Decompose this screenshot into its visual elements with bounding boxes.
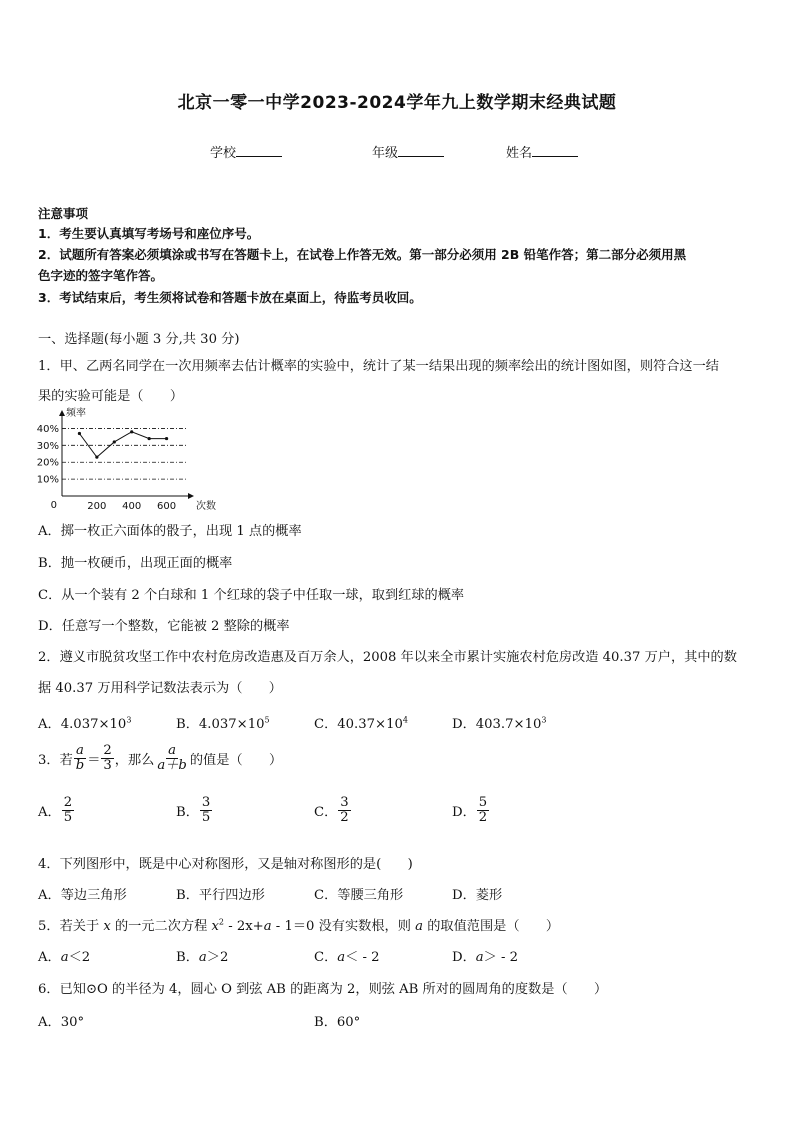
q6-option-a: A．30° bbox=[38, 1015, 85, 1030]
section-heading: 一、选择题(每小题 3 分,共 30 分) bbox=[38, 332, 240, 347]
q1-option-a: A．掷一枚正六面体的骰子，出现 1 点的概率 bbox=[38, 524, 302, 539]
q1-option-d: D．任意写一个整数，它能被 2 整除的概率 bbox=[38, 619, 290, 634]
y-tick-label: 40% bbox=[36, 423, 59, 435]
q6-option-b: B．60° bbox=[314, 1015, 361, 1030]
grade-blank bbox=[398, 144, 444, 157]
frequency-point bbox=[113, 440, 116, 443]
x-tick-label: 200 bbox=[87, 501, 107, 512]
q4-option-b: B．平行四边形 bbox=[176, 888, 265, 903]
x-axis-arrow bbox=[188, 493, 194, 499]
school-label: 学校 bbox=[210, 146, 237, 161]
q1-option-c: C．从一个装有 2 个白球和 1 个红球的袋子中任取一球，取到红球的概率 bbox=[38, 588, 465, 603]
q5-stem: 5．若关于 x 的一元二次方程 $x^2 - 2x+a - 1=0$ 没有实数根，则 a 的取值范围是（ ） bbox=[38, 917, 560, 934]
notice-item-1: 1．考生要认真填写考场号和座位序号。 bbox=[38, 226, 260, 241]
notice-heading: 注意事项 bbox=[38, 206, 89, 221]
notice-item-2: 2．试题所有答案必须填涂或书写在答题卡上，在试卷上作答无效。第一部分必须用 2B 铅笔作答；第二部分必须用黑 bbox=[38, 247, 687, 262]
q2-option-a: A．$4.037\times 10^3$ bbox=[38, 715, 132, 732]
name-label: 姓名 bbox=[506, 146, 533, 161]
name-blank bbox=[532, 144, 578, 157]
q5-option-c: C．a＜ - 2 bbox=[314, 950, 380, 965]
q5-option-a: A．a＜2 bbox=[38, 950, 91, 965]
q4-option-a: A．等边三角形 bbox=[38, 888, 127, 903]
page-title: 北京一零一中学2023-2024学年九上数学期末经典试题 bbox=[177, 93, 617, 113]
frequency-point bbox=[148, 437, 151, 440]
x-tick-label: 400 bbox=[122, 501, 142, 512]
school-field bbox=[210, 142, 282, 161]
notice-item-3: 3．考试结束后，考生须将试卷和答题卡放在桌面上，待监考员收回。 bbox=[38, 290, 422, 305]
frequency-point bbox=[78, 432, 81, 435]
notice-item-2-cont: 色字迹的签字笔作答。 bbox=[38, 268, 164, 283]
q3-option-a: A． $\frac{2}{5}$ bbox=[38, 795, 73, 825]
frequency-series-line bbox=[79, 432, 166, 457]
y-axis-label: 频率 bbox=[66, 408, 86, 419]
q3-stem: 3．若 $\frac{a}{b}$ ＝ $\frac{2}{3}$ ，那么 $\frac{a}{a+b}$ 的值是（ ） bbox=[38, 743, 283, 773]
y-tick-label: 10% bbox=[36, 474, 59, 486]
q1-stem-line2: 果的实验可能是（ ） bbox=[38, 389, 184, 404]
school-blank bbox=[236, 144, 282, 157]
y-axis-arrow bbox=[59, 410, 65, 416]
y-tick-label: 30% bbox=[36, 440, 59, 452]
x-axis-label: 次数 bbox=[196, 501, 216, 512]
q4-option-c: C．等腰三角形 bbox=[314, 888, 404, 903]
q2-option-d: D．$403.7\times 10^3$ bbox=[452, 715, 547, 732]
grade-field bbox=[372, 142, 444, 161]
origin-label: 0 bbox=[50, 500, 57, 511]
q3-option-c: C． $\frac{3}{2}$ bbox=[314, 795, 349, 825]
q3-option-b: B． $\frac{3}{5}$ bbox=[176, 795, 211, 825]
q4-option-d: D．菱形 bbox=[452, 888, 503, 903]
x-tick-label: 600 bbox=[157, 501, 177, 512]
q2-option-c: C．$40.37\times 10^4$ bbox=[314, 715, 408, 732]
q6-stem: 6．已知⊙O 的半径为 4，圆心 O 到弦 AB 的距离为 2，则弦 AB 所对的圆周角的度数是（ ） bbox=[38, 982, 608, 997]
fraction-a-over-b: $\frac{a}{b}$ bbox=[75, 743, 85, 773]
q1-stem-line1: 1．甲、乙两名同学在一次用频率去估计概率的实验中，统计了某一结果出现的频率绘出的统计图如图，则符合这一结 bbox=[38, 359, 719, 374]
grade-label: 年级 bbox=[372, 146, 399, 161]
q5-option-b: B．a＞2 bbox=[176, 950, 229, 965]
name-field bbox=[506, 142, 578, 161]
q2-option-b: B．$4.037\times 10^5$ bbox=[176, 715, 270, 732]
fraction-a-over-a-plus-b: $\frac{a}{a+b}$ bbox=[157, 743, 187, 773]
frequency-line-chart bbox=[30, 406, 220, 516]
q5-option-d: D．a＞ - 2 bbox=[452, 950, 519, 965]
q1-option-b: B．抛一枚硬币，出现正面的概率 bbox=[38, 556, 233, 571]
q3-option-d: D． $\frac{5}{2}$ bbox=[452, 795, 488, 825]
q2-stem-line2: 据 40.37 万用科学记数法表示为（ ） bbox=[38, 681, 282, 696]
y-tick-label: 20% bbox=[36, 457, 59, 469]
frequency-point bbox=[130, 430, 133, 433]
q4-stem: 4．下列图形中，既是中心对称图形，又是轴对称图形的是( ) bbox=[38, 857, 413, 872]
frequency-point bbox=[165, 437, 168, 440]
frequency-point bbox=[95, 456, 98, 459]
q2-stem-line1: 2．遵义市脱贫攻坚工作中农村危房改造惠及百万余人，2008 年以来全市累计实施农村危房改造 40.37 万户，其中的数 bbox=[38, 650, 737, 665]
fraction-2-over-3: $\frac{2}{3}$ bbox=[103, 743, 112, 773]
